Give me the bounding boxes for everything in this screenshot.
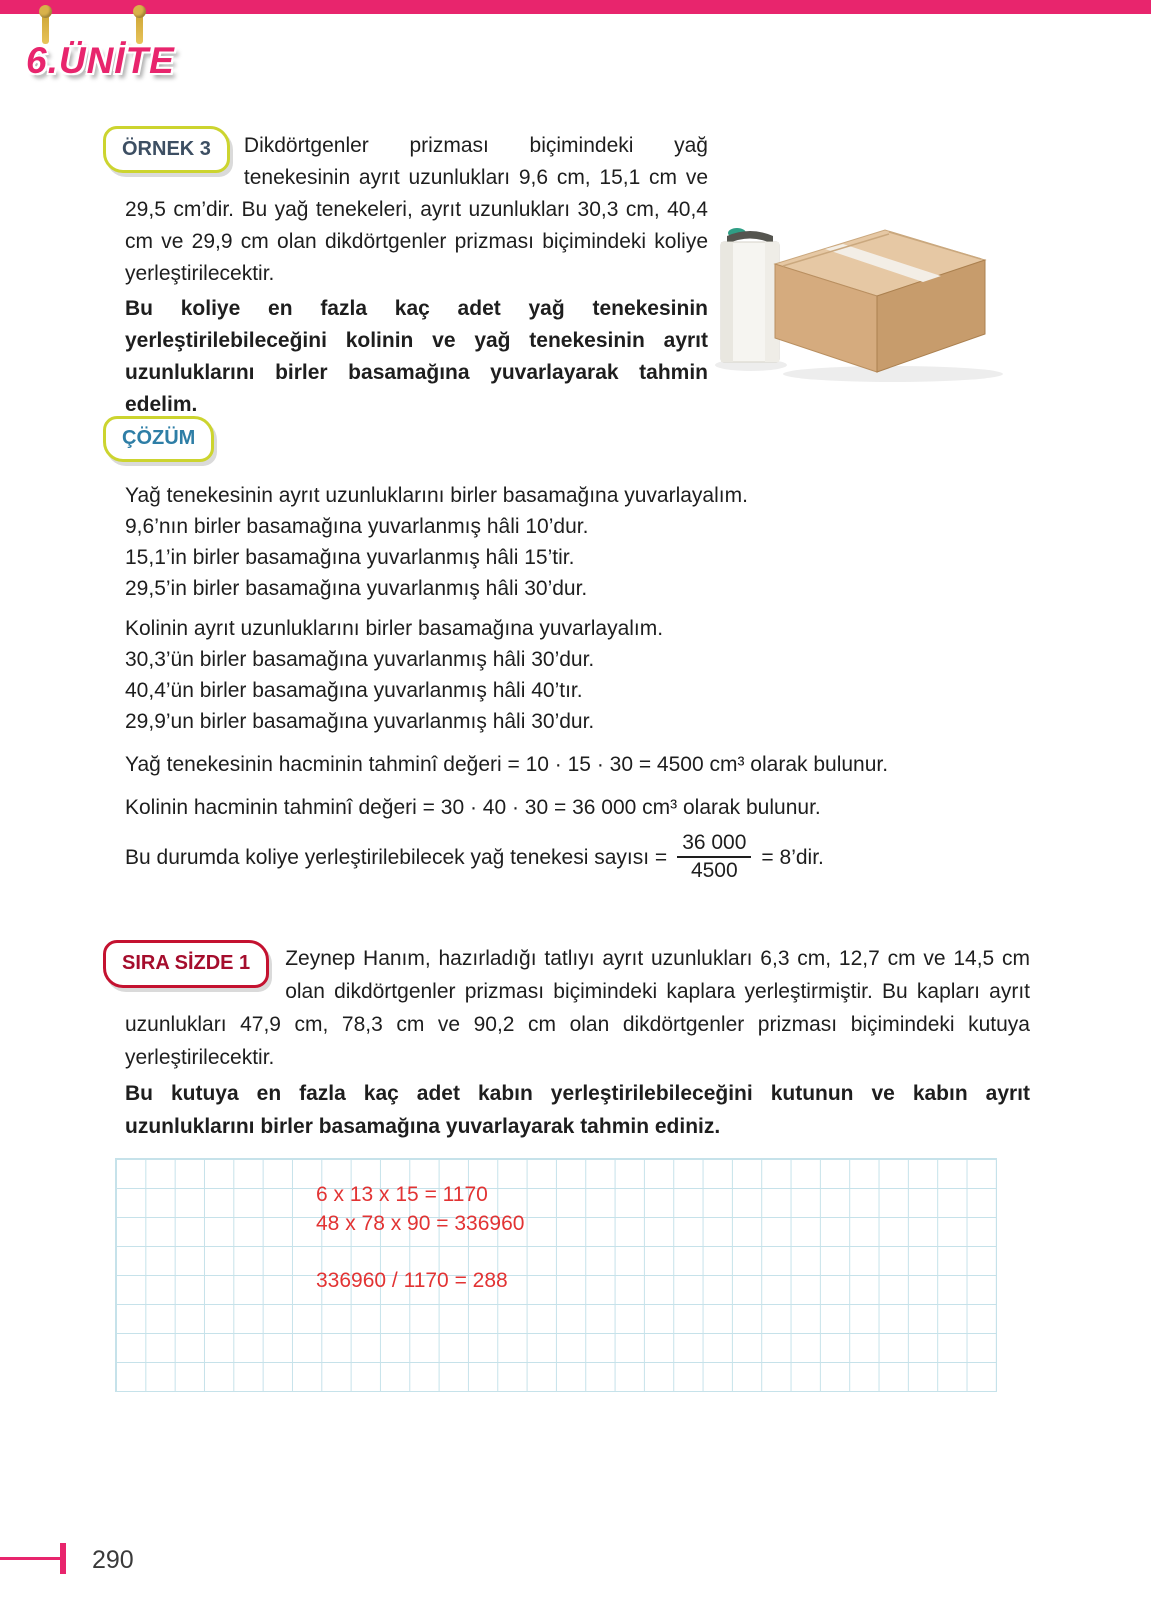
example-badge xyxy=(103,126,230,173)
unit-label: 6.ÜNİTE xyxy=(26,40,175,81)
solution-line: Yağ tenekesinin ayrıt uzunluklarını birler basamağına yuvarlayalım. xyxy=(125,484,748,507)
cardboard-box-icon xyxy=(775,230,985,372)
result-suffix: = 8’dir. xyxy=(761,845,824,869)
solution-line: 30,3’ün birler basamağına yuvarlanmış hâli 30’dur. xyxy=(125,648,595,671)
fraction xyxy=(677,831,751,883)
example-badge-label: ÖRNEK 3 xyxy=(122,138,211,160)
handwritten-answer-line: 48 x 78 x 90 = 336960 xyxy=(316,1212,525,1235)
fraction-denominator: 4500 xyxy=(690,859,738,882)
unit-logo xyxy=(26,4,216,100)
page-number: 290 xyxy=(92,1546,134,1574)
pin-icon xyxy=(42,8,49,44)
solution-line: Kolinin ayrıt uzunluklarını birler basamağına yuvarlayalım. xyxy=(125,617,664,640)
cardboard-box-and-oil-can-image xyxy=(713,202,1025,388)
handwritten-answer-line: 336960 / 1170 = 288 xyxy=(316,1269,508,1292)
example-paragraph: Dikdörtgenler prizması biçimindeki yağ tenekesinin ayrıt uzunlukları 9,6 cm, 15,1 cm ve 29,5 cm’dir. Bu yağ tenekeleri, ayrıt uzunlukları 30,3 cm, 40,4 cm ve 29,9 cm olan dikdörtgenler prizması biçimindeki koliye yerleştirilecektir. xyxy=(125,134,708,285)
solution-line: 9,6’nın birler basamağına yuvarlanmış hâli 10’dur. xyxy=(125,515,589,538)
solution-badge xyxy=(103,416,214,462)
footer-accent-bar xyxy=(60,1543,66,1574)
exercise-section xyxy=(122,942,1030,1143)
footer-accent-line xyxy=(0,1557,60,1560)
example-text-column xyxy=(122,130,708,421)
result-prefix: Bu durumda koliye yerleştirilebilecek yağ tenekesi sayısı = xyxy=(125,845,668,869)
solution-line: 29,9’un birler basamağına yuvarlanmış hâli 30’dur. xyxy=(125,710,595,733)
pin-icon xyxy=(136,8,143,44)
volume-line-box: Kolinin hacminin tahminî değeri = 30 · 40 · 30 = 36 000 cm³ olarak bulunur. xyxy=(125,796,821,819)
spacer xyxy=(125,604,1030,613)
solution-line: 40,4’ün birler basamağına yuvarlanmış hâli 40’tır. xyxy=(125,679,583,702)
box-and-can-illustration xyxy=(713,202,1025,388)
example-section xyxy=(122,130,1030,421)
solution-line: 29,5’in birler basamağına yuvarlanmış hâli 30’dur. xyxy=(125,577,588,600)
volume-line-can: Yağ tenekesinin hacminin tahminî değeri = 10 · 15 · 30 = 4500 cm³ olarak bulunur. xyxy=(125,753,889,776)
fraction-numerator: 36 000 xyxy=(677,831,751,858)
solution-line: 15,1’in birler basamağına yuvarlanmış hâli 15’tir. xyxy=(125,546,575,569)
handwritten-answer-line: 6 x 13 x 15 = 1170 xyxy=(316,1183,488,1206)
oil-can-icon xyxy=(721,228,779,362)
result-line xyxy=(125,831,1030,883)
exercise-paragraph: Zeynep Hanım, hazırladığı tatlıyı ayrıt uzunlukları 6,3 cm, 12,7 cm ve 14,5 cm olan dikdörtgenler prizması biçimindeki kaplara yerleştirmiştir. Bu kapları ayrıt uzunlukları 47,9 cm, 78,3 cm ve 90,2 cm olan dikdörtgenler prizması biçimindeki kutuya yerleştirilecektir. xyxy=(125,947,1030,1069)
solution-badge-label: ÇÖZÜM xyxy=(122,427,196,449)
exercise-badge xyxy=(103,940,269,988)
example-paragraph-bold: Bu koliye en fazla kaç adet yağ tenekesinin yerleştirilebileceğini kolinin ve yağ tenekesinin ayrıt uzunluklarını birler basamağına yuvarlayarak tahmin edelim. xyxy=(125,297,708,416)
answer-grid xyxy=(115,1158,997,1392)
exercise-badge-label: SIRA SİZDE 1 xyxy=(122,952,251,974)
exercise-paragraph-bold: Bu kutuya en fazla kaç adet kabın yerleştirilebileceğini kutunun ve kabın ayrıt uzunluklarını birler basamağına yuvarlayarak tahmin ediniz. xyxy=(125,1082,1030,1138)
solution-section xyxy=(122,416,1030,883)
